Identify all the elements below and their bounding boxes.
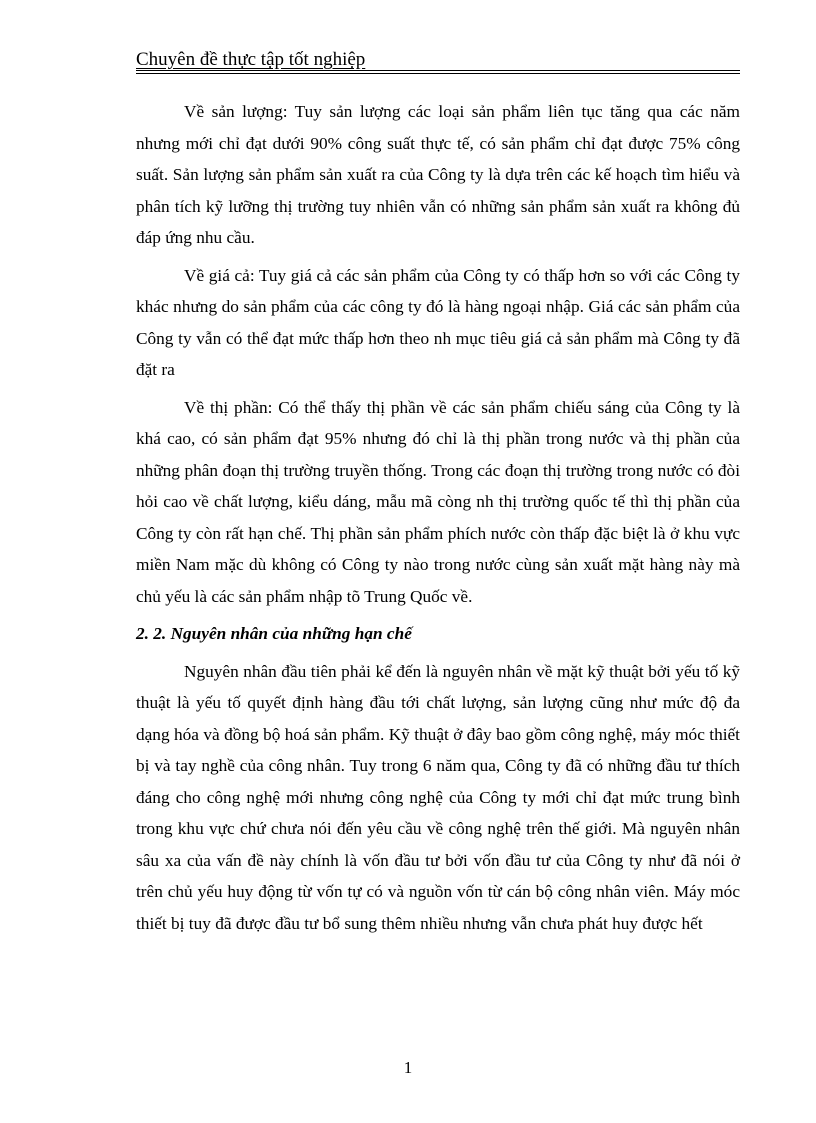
section-heading: 2. 2. Nguyên nhân của những hạn chế — [136, 624, 412, 643]
paragraph-price: Về giá cả: Tuy giá cả các sản phẩm của Công ty có thấp hơn so với các Công ty khác nhưng do sản phẩm của các công ty đó là hàng ngoại nhập. Giá các sản phẩm của Công ty vẫn có thể đạt mức thấp hơn theo nh mục tiêu giá cả sản phẩm mà Công ty đã đặt ra — [136, 265, 740, 379]
header-double-rule — [136, 70, 740, 74]
paragraph-market-share: Về thị phần: Có thể thấy thị phần về các sản phẩm chiếu sáng của Công ty là khá cao, có sản phẩm đạt 95% nhưng đó chỉ là thị phần trong nước và thị phần của những phân đoạn thị trường truyền thống. Trong các đoạn thị trường trong nước có đòi hỏi cao về chất lượng, kiểu dáng, mẫu mã còng nh thị trường quốc tế thì thị phần của Công ty còn rất hạn chế. Thị phần sản phẩm phích nước còn thấp đặc biệt là ở khu vực miền Nam mặc dù không có Công ty nào trong nước cùng sản xuất mặt hàng này mà chủ yếu là các sản phẩm nhập tõ Trung Quốc về. — [136, 397, 740, 606]
paragraph-output: Về sản lượng: Tuy sản lượng các loại sản phẩm liên tục tăng qua các năm nhưng mới chỉ đạt dưới 90% công suất thực tế, có sản phẩm chỉ đạt được 75% công suất. Sản lượng sản phẩm sản xuất ra của Công ty là dựa trên các kế hoạch tìm hiểu và phân tích kỹ lưỡng thị trường tuy nhiên vẫn có những sản phẩm sản xuất ra không đủ đáp ứng nhu cầu. — [136, 102, 740, 247]
document-body — [136, 96, 740, 939]
header-title: Chuyên đề thực tập tốt nghiệp — [136, 49, 366, 70]
page-header — [136, 48, 740, 72]
page-number: 1 — [403, 1058, 413, 1077]
paragraph-causes: Nguyên nhân đầu tiên phải kể đến là nguyên nhân về mặt kỹ thuật bởi yếu tố kỹ thuật là yếu tố quyết định hàng đầu tới chất lượng, sản lượng cũng như mức độ đa dạng hóa và đồng bộ hoá sản phẩm. Kỹ thuật ở đây bao gồm công nghệ, máy móc thiết bị và tay nghề của công nhân. Tuy trong 6 năm qua, Công ty đã có những đầu tư thích đáng cho công nghệ mới nhưng công nghệ của Công ty mới chỉ đạt mức trung bình trong khu vực chứ chưa nói đến yêu cầu về công nghệ trên thế giới. Mà nguyên nhân sâu xa của vấn đề này chính là vốn đầu tư bởi vốn đầu tư của Công ty như đã nói ở trên chủ yếu huy động từ vốn tự có và nguồn vốn từ cán bộ công nhân viên. Máy móc thiết bị tuy đã được đầu tư bổ sung thêm nhiều nhưng vẫn chưa phát huy được hết — [136, 661, 740, 933]
